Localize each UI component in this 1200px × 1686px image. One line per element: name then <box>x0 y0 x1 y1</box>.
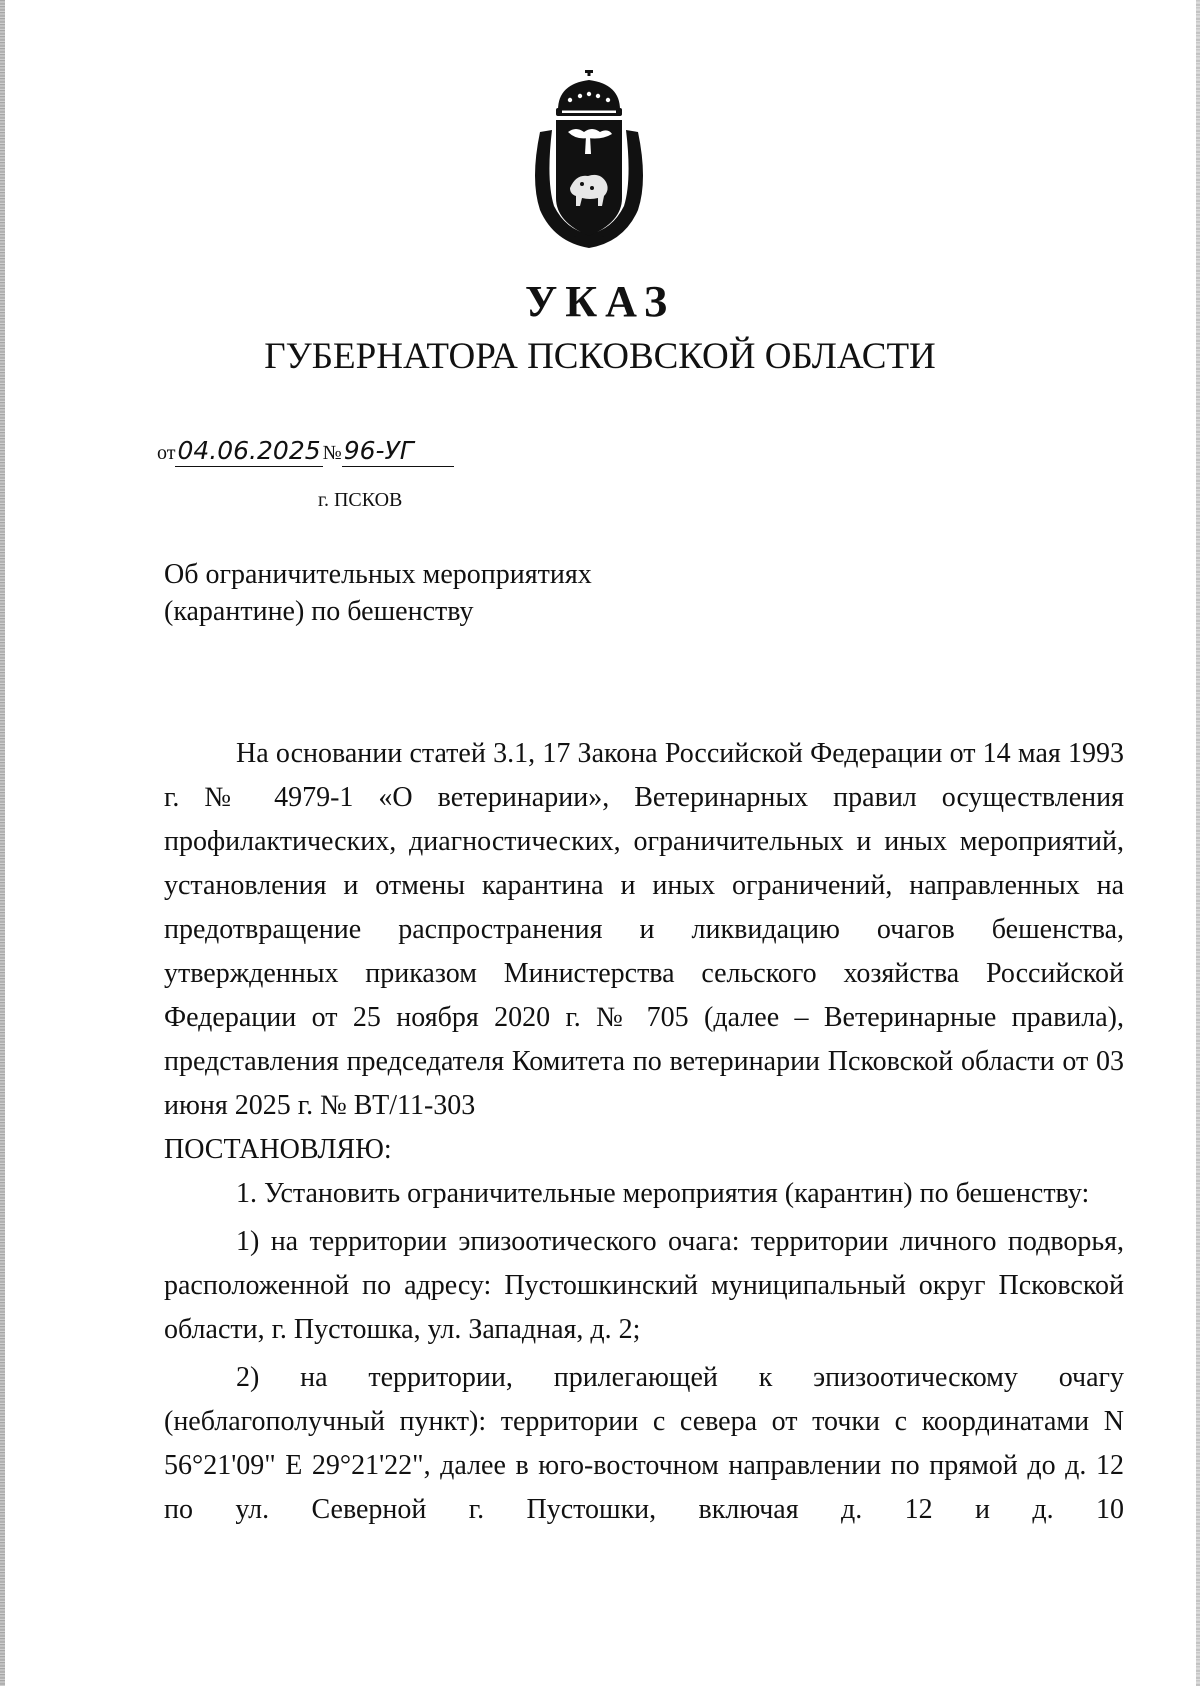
city-line: г. ПСКОВ <box>318 489 403 511</box>
preamble-paragraph: На основании статей 3.1, 17 Закона Российской Федерации от 14 мая 1993 г. № 4979-1 «О ветеринарии», Ветеринарных правил осуществления профилактических, диагностических, ограничительных и иных мероприятий, установления и отмены карантина и иных ограничений, направленных на предотвращение распространения и ликвидацию очагов бешенства, утвержденных приказом Министерства сельского хозяйства Российской Федерации от 25 ноября 2020 г. № 705 (далее – Ветеринарные правила), представления председателя Комитета по ветеринарии Псковской области от 03 июня 2025 г. № ВТ/11-303 <box>164 738 1124 1121</box>
handwritten-number: 96-УГ <box>342 436 454 467</box>
document-title: УКАЗ <box>524 277 676 326</box>
decree-word: ПОСТАНОВЛЯЮ: <box>164 1134 392 1165</box>
date-prefix: от <box>157 442 176 464</box>
number-prefix: № <box>322 442 342 464</box>
pskov-coat-of-arms-icon <box>528 70 650 250</box>
point-1-paragraph: 1. Установить ограничительные мероприятия (карантин) по бешенству: <box>236 1178 1090 1209</box>
subpoint-1-paragraph: 1) на территории эпизоотического очага: территории личного подворья, расположенной по адресу: Пустошкинский муниципальный округ Псковской области, г. Пустошка, ул. Западная, д. 2; <box>164 1226 1124 1345</box>
date-number-line <box>157 436 454 470</box>
document-subject <box>164 556 592 630</box>
document-issuer: ГУБЕРНАТОРА ПСКОВСКОЙ ОБЛАСТИ <box>264 336 936 377</box>
scan-edge-right <box>1196 0 1200 1686</box>
document-body <box>164 732 1124 1532</box>
subject-line: Об ограничительных мероприятиях <box>164 559 592 590</box>
subject-line: (карантине) по бешенству <box>164 596 474 627</box>
handwritten-date: 04.06.2025 <box>177 436 321 465</box>
subpoint-2-paragraph: 2) на территории, прилегающей к эпизоотическому очагу (неблагополучный пункт): территории с севера от точки с координатами N 56°21'09" E 29°21'22", далее в юго-восточном направлении по прямой до д. 12 по ул. Северной г. Пустошки, включая д. 12 и д. 10 <box>164 1362 1124 1525</box>
scan-edge-left <box>0 0 5 1686</box>
